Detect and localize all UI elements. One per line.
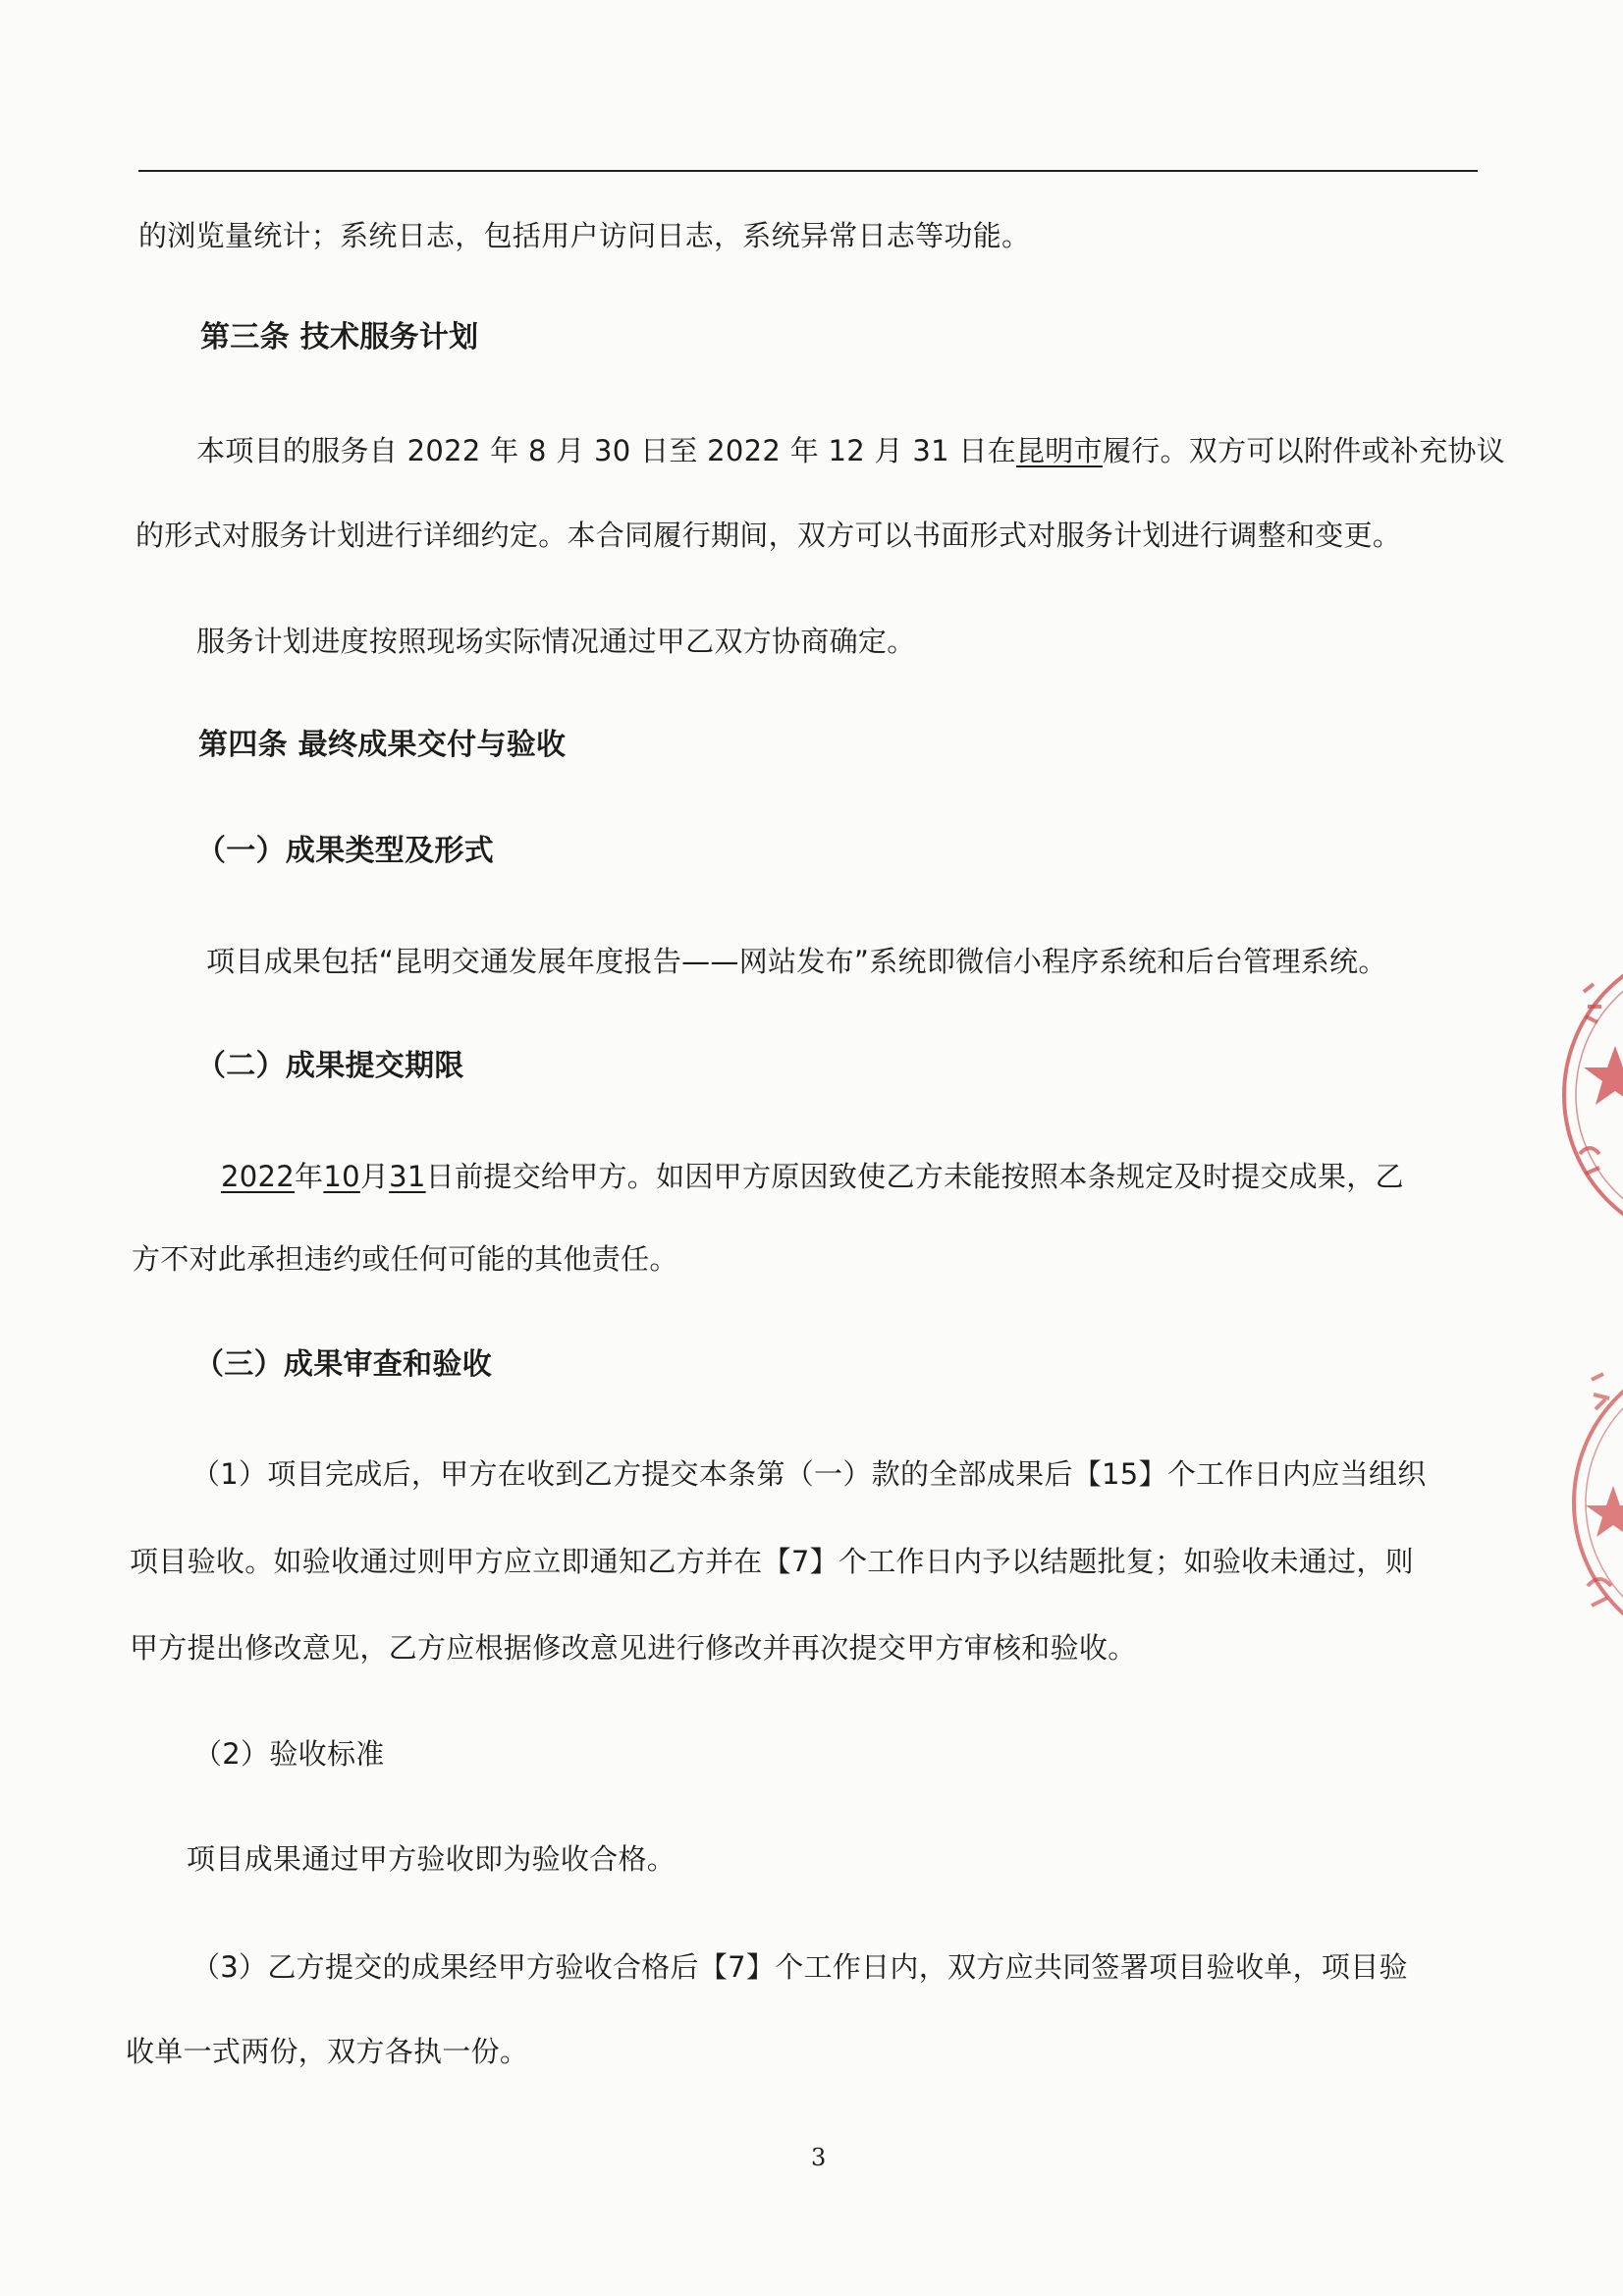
text-span: 日前提交给甲方。如因甲方原因致使乙方未能按照本条规定及时提交成果，乙 [425, 1160, 1404, 1193]
paragraph-line: 收单一式两份，双方各执一份。 [126, 2035, 529, 2068]
text-span: 年 [295, 1160, 324, 1193]
text-line: 的浏览量统计；系统日志，包括用户访问日志，系统异常日志等功能。 [138, 219, 1031, 252]
official-seal-lower [1566, 1340, 1623, 1665]
section-heading-4: 第四条 最终成果交付与验收 [198, 728, 567, 762]
year-underlined: 2022 [221, 1160, 296, 1193]
month-underlined: 10 [323, 1160, 360, 1193]
text-span: 月 [359, 1160, 390, 1193]
paragraph-line [221, 1157, 1404, 1196]
header-rule [138, 170, 1478, 172]
paragraph-line: （2）验收标准 [193, 1737, 385, 1771]
paragraph-line: （1）项目完成后，甲方在收到乙方提交本条第（一）款的全部成果后【15】个工作日内应当组织 [191, 1457, 1427, 1491]
paragraph-line: 项目成果通过甲方验收即为验收合格。 [187, 1842, 676, 1876]
paragraph-line: 服务计划进度按照现场实际情况通过甲乙双方协商确定。 [196, 625, 916, 658]
paragraph-line [196, 431, 1505, 470]
subsection-heading: （三）成果审查和验收 [194, 1347, 492, 1382]
page-number: 3 [811, 2144, 827, 2171]
paragraph-line: 的形式对服务计划进行详细约定。本合同履行期间，双方可以书面形式对服务计划进行调整和变更。 [135, 519, 1402, 552]
paragraph-line: 方不对此承担违约或任何可能的其他责任。 [132, 1242, 678, 1276]
paragraph-line: 甲方提出修改意见，乙方应根据修改意见进行修改并再次提交甲方审核和验收。 [130, 1631, 1137, 1665]
text-span: 本项目的服务自 2022 年 8 月 30 日至 2022 年 12 月 31 日在 [196, 434, 1016, 467]
official-seal-upper [1556, 938, 1623, 1252]
subsection-heading: （一）成果类型及形式 [196, 834, 494, 868]
subsection-heading: （二）成果提交期限 [196, 1049, 464, 1083]
paragraph-line: （3）乙方提交的成果经甲方验收合格后【7】个工作日内，双方应共同签署项目验收单，项目验 [191, 1950, 1408, 1984]
text-span: 履行。双方可以附件或补充协议 [1102, 434, 1506, 467]
paragraph-line: 项目验收。如验收通过则甲方应立即通知乙方并在【7】个工作日内予以结题批复；如验收未通过，则 [130, 1545, 1414, 1578]
paragraph-line: 项目成果包括“昆明交通发展年度报告——网站发布”系统即微信小程序系统和后台管理系统。 [206, 945, 1387, 978]
section-heading-3: 第三条 技术服务计划 [200, 320, 479, 355]
location-underlined: 昆明市 [1015, 434, 1103, 467]
day-underlined: 31 [389, 1160, 426, 1193]
